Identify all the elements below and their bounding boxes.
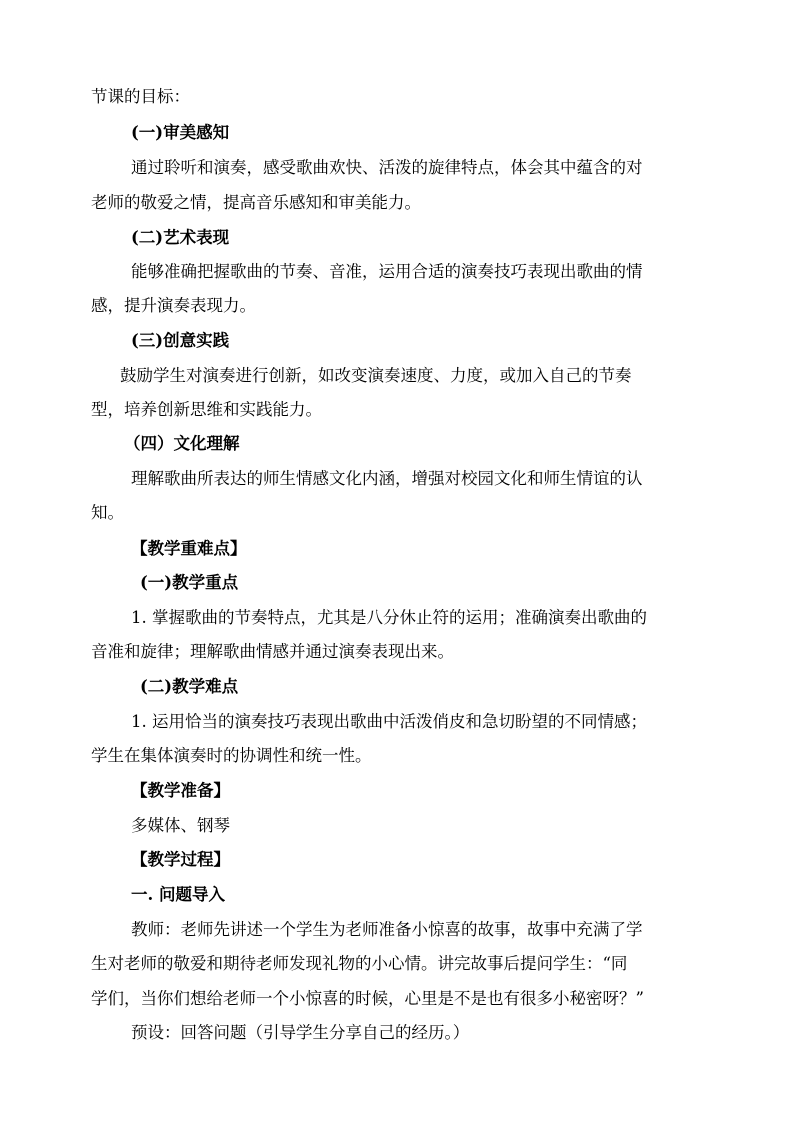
subheading-question-introduction: 一. 问题导入 xyxy=(131,885,225,904)
paragraph-line: 节课的目标： xyxy=(91,87,190,106)
paragraph-line: 1. 运用恰当的演奏技巧表现出歌曲中活泼俏皮和急切盼望的不同情感； xyxy=(131,712,647,731)
section-heading-aesthetic-perception: (一)审美感知 xyxy=(131,123,230,142)
section-heading-creative-practice: (三)创意实践 xyxy=(131,331,230,350)
paragraph-line: 预设：回答问题（引导学生分享自己的经历。） xyxy=(131,1023,470,1042)
section-heading-cultural-understanding: （四）文化理解 xyxy=(124,434,240,453)
paragraph-line: 学生在集体演奏时的协调性和统一性。 xyxy=(91,746,372,765)
paragraph-line: 老师的敬爱之情，提高音乐感知和审美能力。 xyxy=(91,193,421,212)
paragraph-line: 知。 xyxy=(91,503,124,522)
section-heading-artistic-expression: (二)艺术表现 xyxy=(131,228,230,247)
paragraph-line: 鼓励学生对演奏进行创新，如改变演奏速度、力度，或加入自己的节奏 xyxy=(120,366,632,385)
section-heading-preparation: 【教学准备】 xyxy=(131,781,230,800)
paragraph-line: 多媒体、钢琴 xyxy=(131,816,230,835)
subheading-teaching-difficulty: (二)教学难点 xyxy=(140,677,239,696)
paragraph-line: 1. 掌握歌曲的节奏特点，尤其是八分休止符的运用；准确演奏出歌曲的 xyxy=(131,608,647,627)
paragraph-line: 学们，当你们想给老师一个小惊喜的时候，心里是不是也有很多小秘密呀？” xyxy=(91,989,644,1008)
section-heading-teaching-process: 【教学过程】 xyxy=(131,850,230,869)
paragraph-line: 型，培养创新思维和实践能力。 xyxy=(91,400,322,419)
paragraph-line: 生对老师的敬爱和期待老师发现礼物的小心情。讲完故事后提问学生：“同 xyxy=(91,954,628,973)
subheading-teaching-focus: (一)教学重点 xyxy=(140,573,239,592)
paragraph-line: 教师：老师先讲述一个学生为老师准备小惊喜的故事，故事中充满了学 xyxy=(131,920,643,939)
paragraph-line: 通过聆听和演奏，感受歌曲欢快、活泼的旋律特点，体会其中蕴含的对 xyxy=(131,158,643,177)
paragraph-line: 理解歌曲所表达的师生情感文化内涵，增强对校园文化和师生情谊的认 xyxy=(131,469,643,488)
paragraph-line: 感，提升演奏表现力。 xyxy=(91,296,256,315)
paragraph-line: 音准和旋律；理解歌曲情感并通过演奏表现出来。 xyxy=(91,642,454,661)
section-heading-key-difficult-points: 【教学重难点】 xyxy=(131,539,247,558)
paragraph-line: 能够准确把握歌曲的节奏、音准，运用合适的演奏技巧表现出歌曲的情 xyxy=(131,262,643,281)
